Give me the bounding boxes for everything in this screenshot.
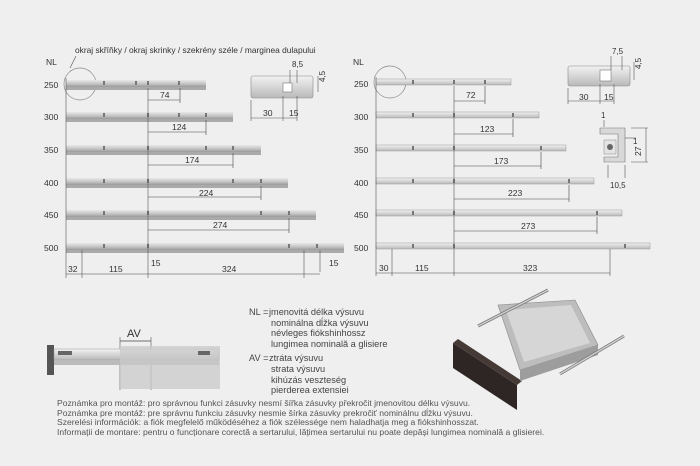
dim-label: 123 (480, 124, 495, 134)
left-section-detail (251, 60, 327, 121)
rail-500 (376, 243, 650, 249)
dim-label: 15 (151, 258, 161, 268)
profile-dim: 1 (633, 137, 638, 146)
row-label: 400 (354, 178, 369, 188)
right-section-detail (568, 47, 643, 104)
section-dim: 15 (289, 108, 299, 118)
legend (249, 307, 387, 396)
note-line: Informații de montare: pentru o funcționare corectă a sertarului, lățimea sertarului nu poate depăși lungimea nominală a glisierei. (57, 426, 545, 437)
dim-label: 32 (68, 264, 78, 274)
left-rails (66, 80, 344, 253)
av-detail (47, 328, 220, 390)
dim-label: 115 (415, 263, 429, 273)
legend-text: lungimea nominală a glisiere (271, 338, 388, 349)
profile-dim: 27 (633, 146, 643, 156)
drawer-illustration (453, 290, 624, 410)
dim-label: 273 (521, 221, 536, 231)
cabinet-edge-label: okraj skříňky / okraj skrinky / szekrény széle / marginea dulapului (75, 45, 316, 55)
row-label: 450 (354, 210, 369, 220)
dim-label: 124 (172, 122, 187, 132)
row-label: 250 (354, 79, 369, 89)
dim-label: 274 (213, 220, 228, 230)
nl-header-left: NL (46, 57, 57, 67)
dim-label: 173 (494, 156, 509, 166)
rail-500 (66, 243, 344, 250)
dim-label: 15 (329, 258, 339, 268)
right-rails (376, 79, 650, 249)
section-dim: 30 (579, 92, 589, 102)
row-label: 300 (44, 112, 59, 122)
rail-300 (376, 112, 539, 118)
row-label: 400 (44, 178, 59, 188)
section-dim: 4,5 (634, 57, 643, 69)
legend-text: kihúzás veszteség (271, 374, 347, 385)
legend-text: strata výsuvu (271, 363, 326, 374)
legend-key: NL = (249, 307, 269, 317)
section-dim: 7,5 (612, 47, 624, 56)
legend-text: nominálna dĺžka výsuvu (271, 317, 369, 328)
assembly-notes (57, 399, 544, 437)
rail-300 (66, 112, 233, 119)
row-label: 350 (354, 145, 369, 155)
dim-label: 224 (199, 188, 214, 198)
nl-header-right: NL (353, 57, 364, 67)
row-label: 250 (44, 80, 59, 90)
dim-label: 72 (466, 90, 476, 100)
rail-350 (66, 145, 261, 152)
dim-label: 223 (508, 188, 523, 198)
profile-dim: 10,5 (610, 181, 626, 190)
right-panel (353, 47, 650, 276)
legend-text: jmenovitá délka výsuvu (269, 307, 364, 317)
profile-detail (600, 111, 648, 190)
profile-dim: 1 (601, 111, 606, 120)
legend-text: névleges fiókshinhossz (271, 328, 366, 339)
legend-text: pierderea extensiei (271, 385, 349, 396)
dim-label: 324 (222, 264, 237, 274)
rail-400 (66, 178, 288, 185)
section-dim: 15 (604, 92, 614, 102)
row-label: 450 (44, 210, 59, 220)
dim-label: 30 (379, 263, 389, 273)
row-label: 500 (354, 243, 369, 253)
dim-label: 323 (523, 263, 538, 273)
rail-350 (376, 145, 566, 151)
note-line: Poznámka pro montáž: pro správnou funkci zásuvky nesmí šířka zásuvky překročit jmenovitou délku výsuvu. (57, 398, 471, 408)
note-line: Szerelési információk: a fiók megfelelő működéséhez a fiók szélessége nem haladhatja meg a fiókshinhosszat. (57, 417, 479, 428)
legend-key: AV = (249, 353, 269, 364)
legend-text: ztráta výsuvu (269, 353, 324, 364)
dim-label: 74 (160, 90, 170, 100)
section-dim: 30 (263, 108, 273, 118)
row-label: 300 (354, 112, 369, 122)
dim-label: 115 (109, 264, 123, 274)
av-label: AV (127, 328, 141, 340)
section-dim: 8,5 (292, 60, 304, 69)
row-label: 500 (44, 243, 59, 253)
left-panel (44, 45, 344, 278)
note-line: Poznámka pre montáž: pre správnu funkciu zásuvky nesmie šírka zásuvky prekročiť nominálnu dĺžku výsuvu. (57, 407, 473, 418)
rail-250 (376, 79, 511, 85)
section-dim: 4,5 (318, 70, 327, 82)
row-label: 350 (44, 145, 59, 155)
dim-label: 174 (185, 155, 200, 165)
rail-400 (376, 178, 594, 184)
